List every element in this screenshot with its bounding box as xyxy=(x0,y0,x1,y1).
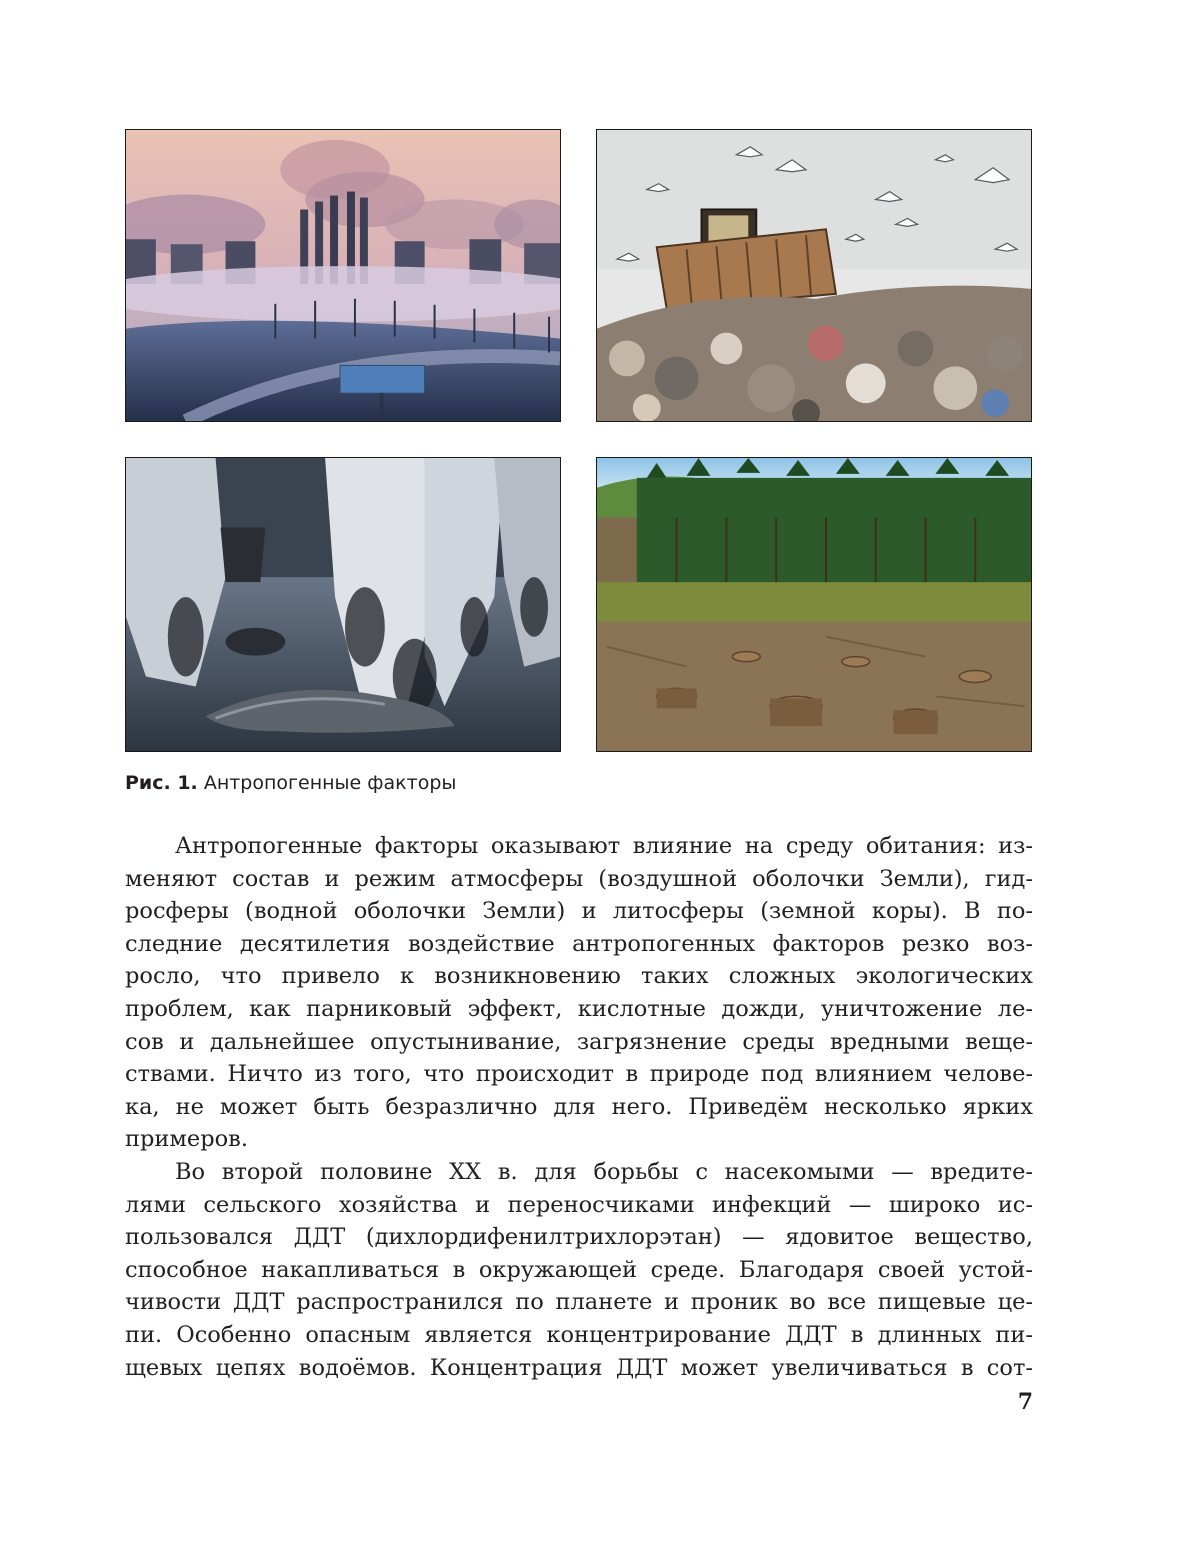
paragraph-1-line: ствами. Ничто из того, что происходит в природе под влиянием челове- xyxy=(125,1061,1033,1088)
paragraph-1-line: росло, что привело к возникновению таких сложных экологических xyxy=(125,963,1033,990)
paragraph-1-line: примеров. xyxy=(125,1126,248,1153)
paragraph-2-line: чивости ДДТ распространился по планете и проник во все пищевые це- xyxy=(125,1289,1033,1316)
figure-caption-text: Антропогенные факторы xyxy=(197,772,457,794)
factory-smoke-photo xyxy=(125,129,561,422)
figure-caption-label: Рис. 1. xyxy=(125,772,198,794)
paragraph-1-line: следние десятилетия воздействие антропогенных факторов резко воз- xyxy=(125,930,1033,957)
paragraph-1-line: проблем, как парниковый эффект, кислотные дожди, уничтожение ле- xyxy=(125,995,1033,1022)
paragraph-1-line: Антропогенные факторы оказывают влияние на среду обитания: из- xyxy=(175,833,1033,859)
page-number: 7 xyxy=(1017,1389,1033,1415)
paragraph-2-line: лями сельского хозяйства и переносчиками инфекций — широко ис- xyxy=(125,1191,1033,1218)
landfill-bulldozer-photo xyxy=(596,129,1032,422)
paragraph-2-line: Во второй половине XX в. для борьбы с насекомыми — вредите- xyxy=(175,1158,1033,1185)
paragraph-1-line: сов и дальнейшее опустынивание, загрязнение среды вредными веще- xyxy=(125,1028,1033,1055)
paragraph-2-line: пи. Особенно опасным является концентрирование ДДТ в длинных пи- xyxy=(125,1321,1033,1348)
oil-spill-cleanup-photo xyxy=(125,457,561,752)
paragraph-1-line: ка, не может быть безразлично для него. Приведём несколько ярких xyxy=(125,1093,1033,1120)
paragraph-1-line: меняют состав и режим атмосферы (воздушной оболочки Земли), гид- xyxy=(125,865,1033,892)
paragraph-1-line: росферы (водной оболочки Земли) и литосферы (земной коры). В по- xyxy=(125,898,1033,925)
deforestation-photo xyxy=(596,457,1032,752)
figure-caption xyxy=(125,770,456,796)
paragraph-2-line: пользовался ДДТ (дихлордифенилтрихлорэтан) — ядовитое вещество, xyxy=(125,1224,1033,1251)
paragraph-2-line: щевых цепях водоёмов. Концентрация ДДТ может увеличиваться в сот- xyxy=(125,1354,1033,1381)
paragraph-2-line: способное накапливаться в окружающей среде. Благодаря своей устой- xyxy=(125,1256,1033,1283)
body-text xyxy=(125,830,1033,1384)
